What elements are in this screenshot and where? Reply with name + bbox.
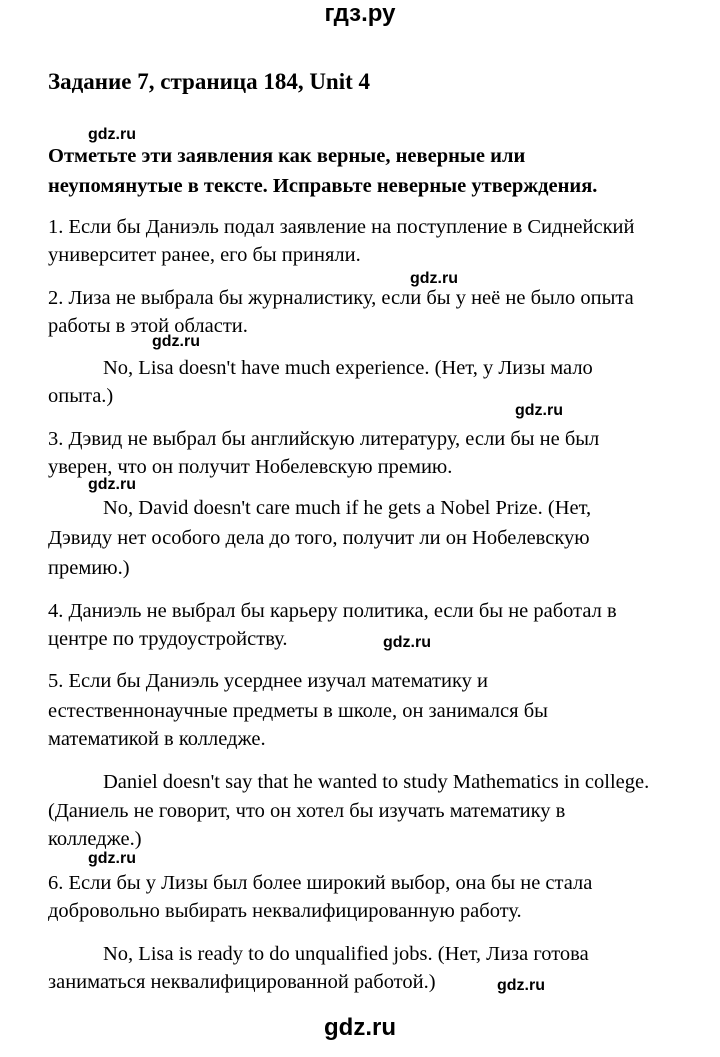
watermark: gdz.ru [497, 977, 545, 994]
item-1-line-1: 1. Если бы Даниэль подал заявление на поступление в Сиднейский [48, 216, 635, 238]
item-5-line-1: 5. Если бы Даниэль усерднее изучал математику и [48, 670, 488, 692]
item-4-line-1: 4. Даниэль не выбрал бы карьеру политика, если бы не работал в [48, 600, 617, 622]
watermark: gdz.ru [515, 402, 563, 419]
watermark: gdz.ru [88, 476, 136, 493]
item-2-line-2: работы в этой области. [48, 315, 248, 337]
item-6-answer-line-2: заниматься неквалифицированной работой.) [48, 971, 436, 993]
item-5-line-3: математикой в колледже. [48, 728, 266, 750]
item-2-answer-line-2: опыта.) [48, 385, 114, 407]
item-5-answer-line-2: (Даниель не говорит, что он хотел бы изучать математику в [48, 800, 566, 822]
page-title: Задание 7, страница 184, Unit 4 [48, 69, 371, 94]
item-3-answer-line-3: премию.) [48, 557, 130, 579]
site-footer: gdz.ru [324, 1014, 396, 1041]
item-3-line-1: 3. Дэвид не выбрал бы английскую литературу, если бы не был [48, 428, 600, 450]
item-4-line-2: центре по трудоустройству. [48, 628, 288, 650]
item-3-line-2: уверен, что он получит Нобелевскую премию. [48, 456, 453, 478]
instruction-line-2: неупомянутые в тексте. Исправьте неверные утверждения. [48, 175, 598, 197]
watermark: gdz.ru [383, 634, 431, 651]
watermark: gdz.ru [410, 270, 458, 287]
item-5-answer-line-3: колледже.) [48, 828, 142, 850]
item-6-answer-line-1: No, Lisa is ready to do unqualified jobs. (Нет, Лиза готова [103, 943, 589, 965]
item-2-line-1: 2. Лиза не выбрала бы журналистику, если бы у неё не было опыта [48, 287, 634, 309]
watermark: gdz.ru [152, 333, 200, 350]
item-6-line-2: добровольно выбирать неквалифицированную работу. [48, 900, 522, 922]
item-5-line-2: естественнонаучные предметы в школе, он занимался бы [48, 700, 548, 722]
site-header: гдз.ру [324, 0, 396, 27]
item-5-answer-line-1: Daniel doesn't say that he wanted to study Mathematics in college. [103, 771, 650, 793]
item-3-answer-line-2: Дэвиду нет особого дела до того, получит ли он Нобелевскую [48, 527, 590, 549]
watermark: gdz.ru [88, 126, 136, 143]
watermark: gdz.ru [88, 850, 136, 867]
instruction-line-1: Отметьте эти заявления как верные, неверные или [48, 145, 526, 167]
item-2-answer-line-1: No, Lisa doesn't have much experience. (Нет, у Лизы мало [103, 357, 593, 379]
item-3-answer-line-1: No, David doesn't care much if he gets a Nobel Prize. (Нет, [103, 497, 592, 519]
item-6-line-1: 6. Если бы у Лизы был более широкий выбор, она бы не стала [48, 872, 593, 894]
item-1-line-2: университет ранее, его бы приняли. [48, 244, 361, 266]
